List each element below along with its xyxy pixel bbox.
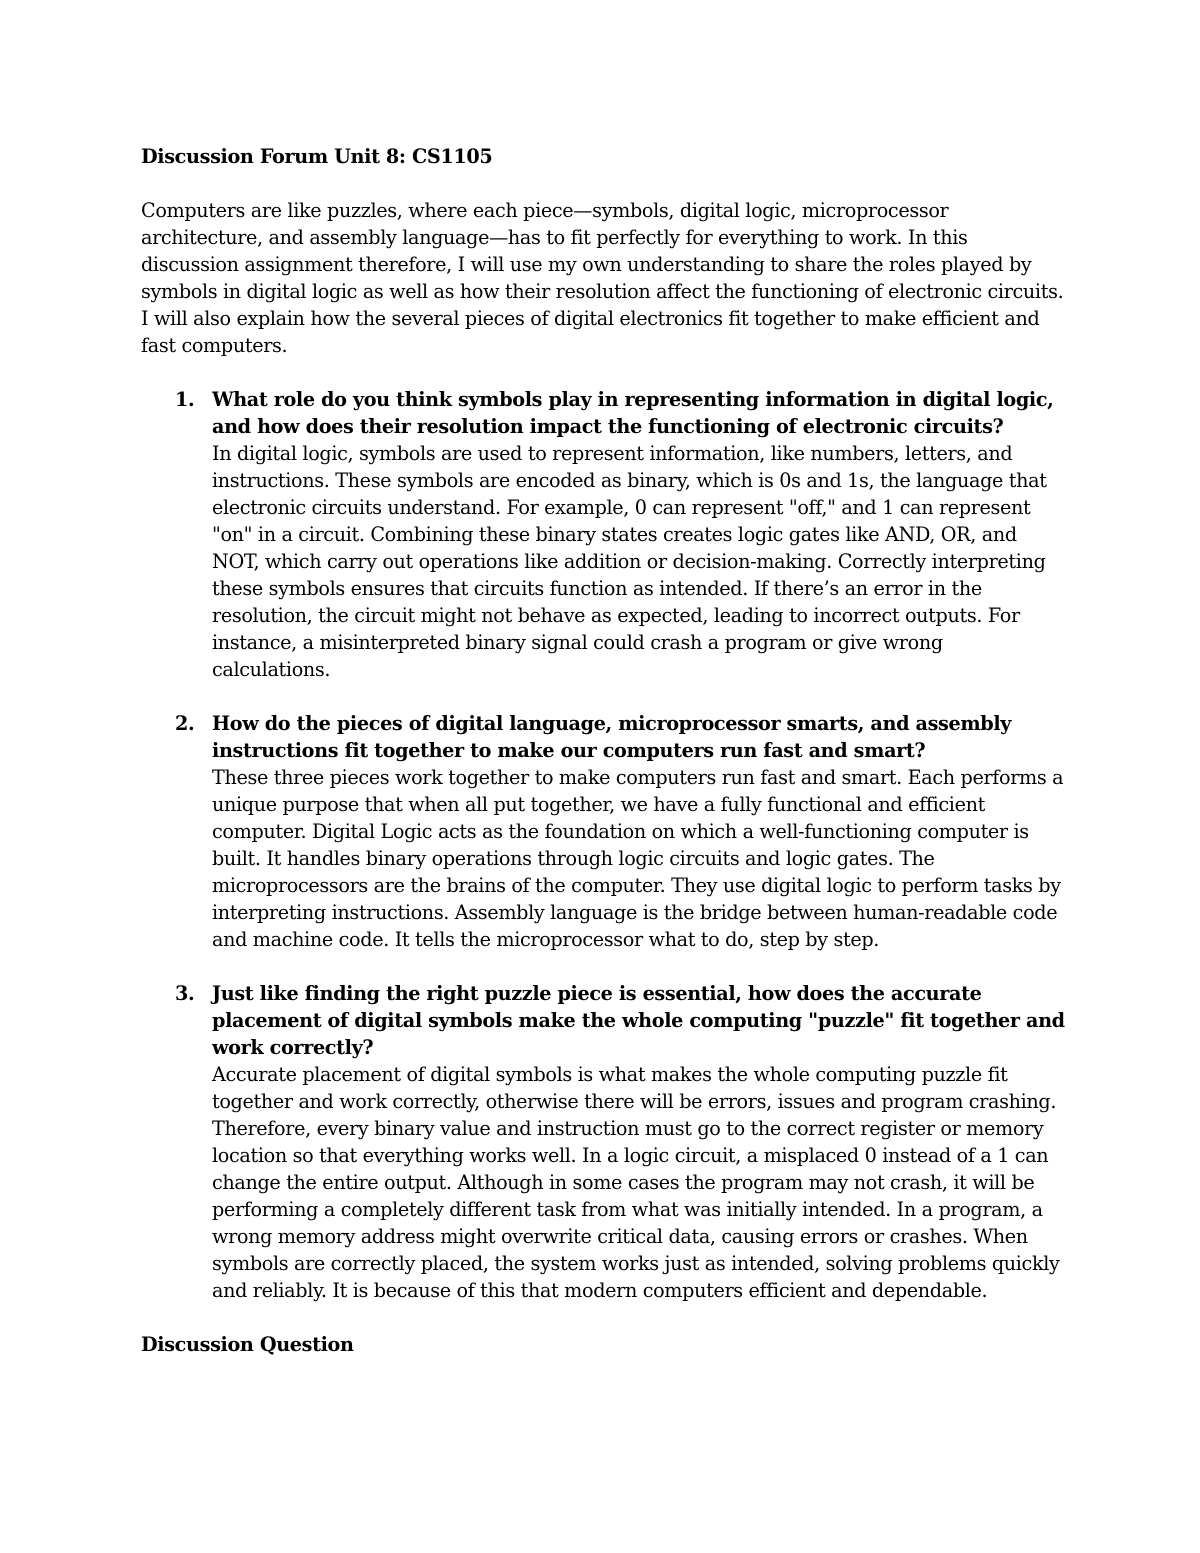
question-number: 2. (175, 712, 195, 735)
question-item-1 (141, 386, 1066, 683)
question-item-3 (141, 980, 1066, 1304)
question-text: Just like finding the right puzzle piece is essential, how does the accurate placement of digital symbols make the whole computing "puzzle" fit together and work correctly? (212, 982, 1065, 1059)
question-number: 1. (175, 388, 195, 411)
question-item-2 (141, 710, 1066, 953)
questions-list (141, 386, 1066, 1304)
document-body (141, 143, 1066, 1358)
section-heading: Discussion Question (141, 1333, 354, 1356)
answer-text: In digital logic, symbols are used to represent information, like numbers, letters, and instructions. These symbols are encoded as binary, which is 0s and 1s, the language that electronic circuits understand. For example, 0 can represent "off," and 1 can represent "on" in a circuit. Combining these binary states creates logic gates like AND, OR, and NOT, which carry out operations like addition or decision-making. Correctly interpreting these symbols ensures that circuits function as intended. If there’s an error in the resolution, the circuit might not behave as expected, leading to incorrect outputs. For instance, a misinterpreted binary signal could crash a program or give wrong calculations. (212, 442, 1047, 681)
intro-paragraph: Computers are like puzzles, where each piece—symbols, digital logic, microprocessor architecture, and assembly language—has to fit perfectly for everything to work. In this discussion assignment therefore, I will use my own understanding to share the roles played by symbols in digital logic as well as how their resolution affect the functioning of electronic circuits. I will also explain how the several pieces of digital electronics fit together to make efficient and fast computers. (141, 199, 1064, 357)
document-title: Discussion Forum Unit 8: CS1105 (141, 145, 493, 168)
question-text: How do the pieces of digital language, microprocessor smarts, and assembly instructions fit together to make our computers run fast and smart? (212, 712, 1012, 762)
question-number: 3. (175, 982, 195, 1005)
answer-text: These three pieces work together to make computers run fast and smart. Each performs a unique purpose that when all put together, we have a fully functional and efficient computer. Digital Logic acts as the foundation on which a well-functioning computer is built. It handles binary operations through logic circuits and logic gates. The microprocessors are the brains of the computer. They use digital logic to perform tasks by interpreting instructions. Assembly language is the bridge between human-readable code and machine code. It tells the microprocessor what to do, step by step. (212, 766, 1064, 951)
answer-text: Accurate placement of digital symbols is what makes the whole computing puzzle fit together and work correctly, otherwise there will be errors, issues and program crashing. Therefore, every binary value and instruction must go to the correct register or memory location so that everything works well. In a logic circuit, a misplaced 0 instead of a 1 can change the entire output. Although in some cases the program may not crash, it will be performing a completely different task from what was initially intended. In a program, a wrong memory address might overwrite critical data, causing errors or crashes. When symbols are correctly placed, the system works just as intended, solving problems quickly and reliably. It is because of this that modern computers efficient and dependable. (212, 1063, 1060, 1302)
question-text: What role do you think symbols play in representing information in digital logic, and how does their resolution impact the functioning of electronic circuits? (212, 388, 1054, 438)
